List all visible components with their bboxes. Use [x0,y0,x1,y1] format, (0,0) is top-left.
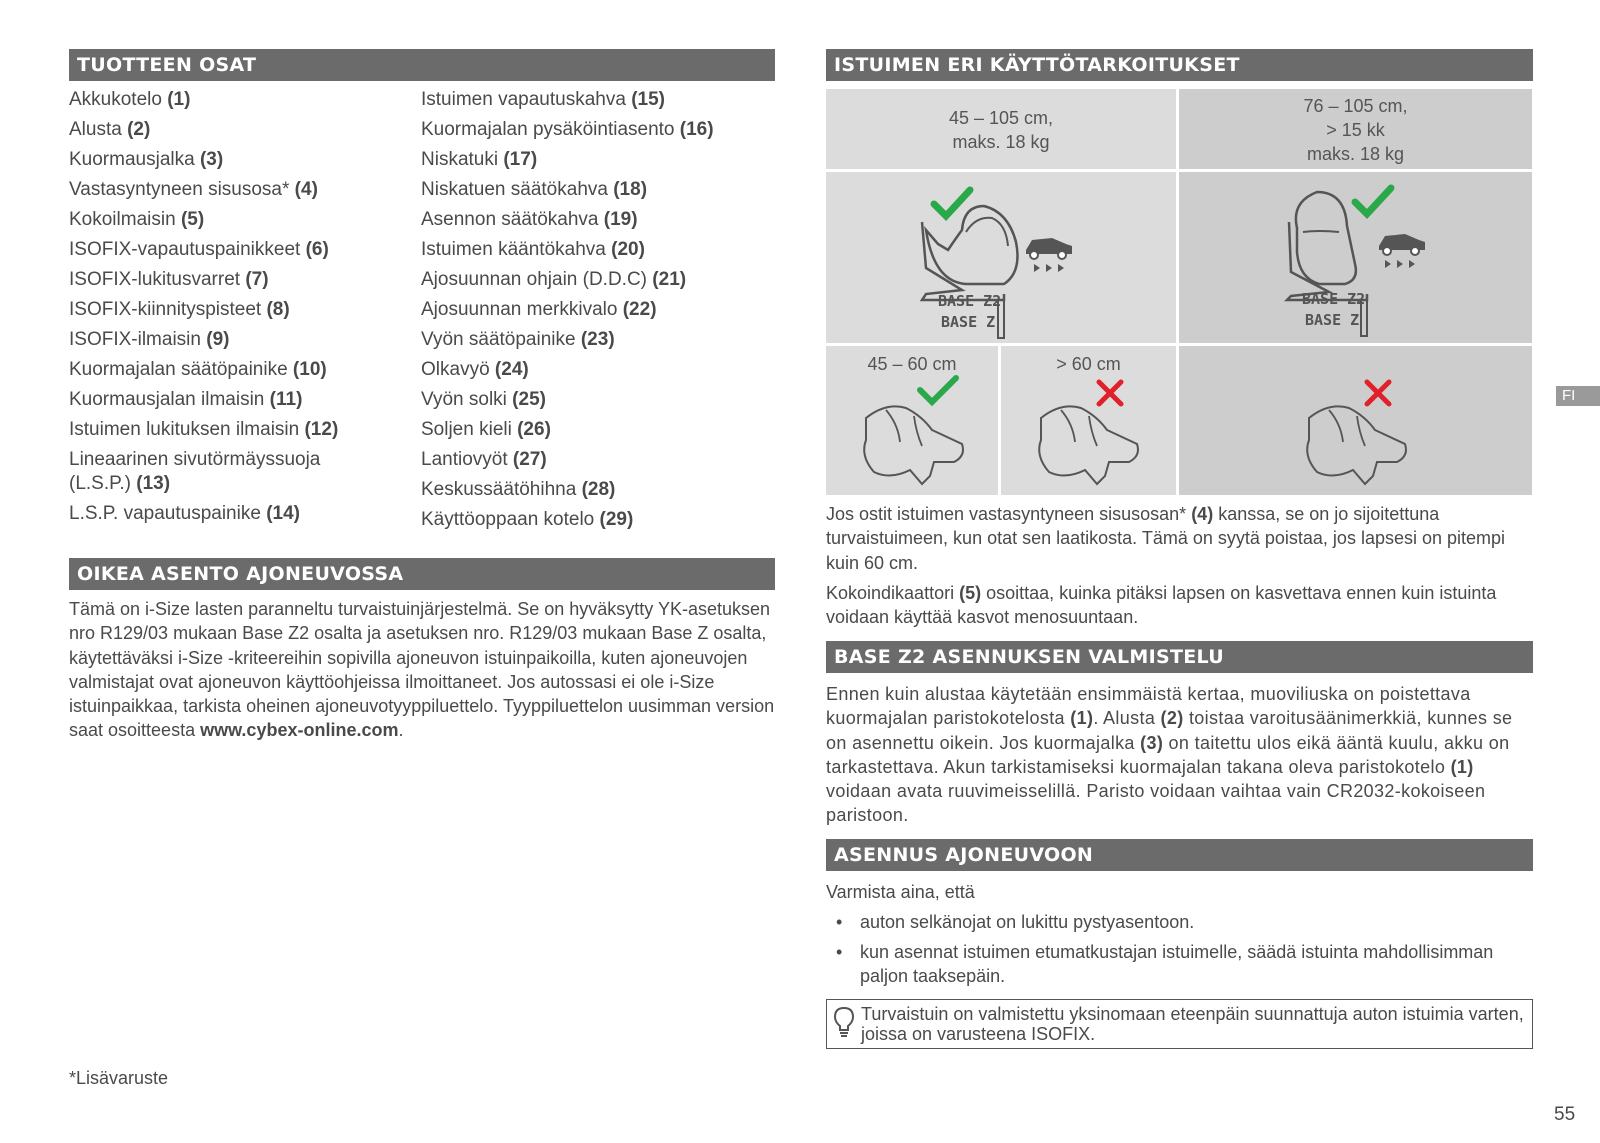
part-item [69,325,414,355]
part-name: Lantiovyöt [421,449,508,470]
part-number: (26) [517,419,551,440]
insert-large-cell [1001,346,1176,495]
insert-paragraph [826,502,1538,575]
part-name: Niskatuki [421,149,499,170]
part-name: Soljen kieli [421,419,512,440]
part-item [69,355,414,385]
part-number: (17) [503,149,538,170]
insert-forward-illustration [1179,346,1532,495]
prep-paragraph [826,682,1538,828]
size-indicator-paragraph [826,581,1538,630]
insert-ref-4: (4) [1191,504,1214,524]
install-bullets [826,910,1536,994]
part-number: (5) [180,209,205,230]
prep-ref-1b: (1) [1450,756,1474,777]
part-number: (8) [266,299,290,320]
base-z2-label: BASE Z2 [938,292,1002,310]
part-item [421,175,781,205]
base-z-label: BASE Z [941,313,996,331]
part-item [421,415,781,445]
install-bullet-1 [826,910,1536,934]
forward-seat-illustration [1179,172,1532,343]
base-z-label: BASE Z [1305,311,1360,329]
base-z2-label: BASE Z2 [1302,290,1366,308]
cross-icon [1367,382,1389,404]
usage-table [826,89,1532,495]
insert-text-2: kanssa, se on jo sijoitettuna turvaistuimeen, kun otat sen laatikosta. Tämä on syytä poistaa, jos lapsesi on pitempi kuin 60 cm. [826,504,1506,573]
language-tab: FI [1556,386,1600,406]
part-number: (24) [494,359,529,380]
part-name: Kuormajalan säätöpainike [69,359,288,380]
part-item [421,505,781,535]
part-item [421,145,781,175]
page-number: 55 [1554,1104,1576,1125]
part-item [421,385,781,415]
part-name: ISOFIX-ilmaisin [69,329,201,350]
check-icon [1355,188,1391,214]
part-name: ISOFIX-kiinnityspisteet [69,299,262,320]
install-title: ASENNUS AJONEUVOON [834,844,1094,866]
part-item [69,175,414,205]
usage-header-forward [1179,89,1532,169]
part-number: (27) [512,449,547,470]
install-bullet-1-text: auton selkänojat on lukittu pystyasentoon. [860,912,1195,932]
part-name: Lineaarinen sivutörmäyssuoja [69,449,321,470]
part-number: (4) [294,179,318,200]
prep-text-d: on taitettu ulos eikä ääntä kuulu, akku on tarkastettava. Akun tarkistamiseksi kuormajalan takana oleva paristokotelo [826,732,1510,777]
part-number: (28) [581,479,616,500]
prep-title: BASE Z2 ASENNUKSEN VALMISTELU [834,646,1224,668]
part-item [421,295,781,325]
rearward-seat-illustration [826,172,1176,343]
bullet-dot: • [836,912,843,932]
part-name: Vastasyntyneen sisusosa* [69,179,290,200]
lightbulb-icon [833,1006,855,1038]
prep-ref-3: (3) [1140,732,1164,753]
seat-shell-icon [926,206,1018,284]
part-name: Alusta [69,119,122,140]
check-icon [920,378,956,402]
prep-text-b: . Alusta [1093,708,1161,729]
part-name: Kokoilmaisin [69,209,176,230]
prep-text-e: voidaan avata ruuvimeisselillä. Paristo voidaan vaihtaa vain CR2032-kokoiseen paristoon. [826,781,1486,826]
part-name: Kuormajalan pysäköintiasento [421,119,675,140]
part-name: Istuimen lukituksen ilmaisin [69,419,300,440]
prep-header [826,641,1533,673]
parts-title: TUOTTEEN OSAT [77,54,257,76]
part-number: (14) [266,503,300,524]
usage-header-rearward [826,89,1176,169]
part-name: Istuimen kääntökahva [421,239,606,260]
prep-text-c: toistaa varoitusäänimerkkiä, kunnes se on asennettu oikein. Jos kuormajalka [826,708,1513,753]
part-item [69,115,414,145]
part-item [69,145,414,175]
cross-icon [1099,382,1121,404]
insert-large-label: > 60 cm [1056,354,1121,374]
part-number: (29) [599,509,634,530]
part-item [69,385,414,415]
forward-age-label: > 15 kk [1326,120,1385,140]
part-number: (11) [269,389,303,410]
position-header [69,558,775,590]
part-name: Ajosuunnan merkkivalo [421,299,618,320]
part-number: (9) [206,329,230,350]
part-name: Asennon säätökahva [421,209,599,230]
part-name: Istuimen vapautuskahva [421,89,626,110]
rearward-seat-cell [826,172,1176,343]
part-item [69,235,414,265]
part-item [421,265,781,295]
part-item [421,85,781,115]
part-item [69,445,414,499]
size-text-1: Kokoindikaattori [826,583,960,603]
insert-small-illustration [826,346,998,495]
size-text-2: osoittaa, kuinka pitäksi lapsen on kasvettava ennen kuin istuinta voidaan käyttää kasvot menosuuntaan. [826,583,1497,628]
part-number: (7) [245,269,269,290]
part-number: (10) [292,359,327,380]
info-note [826,999,1533,1049]
part-item [421,205,781,235]
part-name: Kuormausjalka [69,149,195,170]
part-number: (3) [199,149,224,170]
part-name: ISOFIX-lukitusvarret [69,269,241,290]
part-item [421,235,781,265]
part-item [69,415,414,445]
position-paragraph [69,597,781,743]
parts-list-left [69,85,414,529]
forward-seat-cell [1179,172,1532,343]
part-number: (19) [603,209,638,230]
part-name: Vyön säätöpainike [421,329,576,350]
forward-size-label: 76 – 105 cm, [1303,96,1408,116]
usage-header [826,49,1533,81]
part-name: L.S.P. vapautuspainike [69,503,261,524]
direction-arrows-icon [1385,260,1415,268]
install-intro: Varmista aina, että [826,882,975,902]
prep-ref-1: (1) [1070,708,1094,729]
part-name: Akkukotelo [69,89,162,110]
part-number: (23) [580,329,615,350]
part-item [69,499,414,529]
part-number: (21) [652,269,687,290]
part-item [421,475,781,505]
website-link[interactable]: www.cybex-online.com [200,720,399,741]
part-item [421,325,781,355]
usage-title: ISTUIMEN ERI KÄYTTÖTARKOITUKSET [834,54,1240,76]
parts-list-right [421,85,781,535]
part-number: (2) [127,119,151,140]
part-name: Niskatuen säätökahva [421,179,608,200]
direction-arrows-icon [1034,264,1064,272]
part-number: (12) [304,419,339,440]
install-header [826,839,1533,871]
size-ref-5: (5) [959,583,982,603]
part-number: (6) [305,239,329,260]
part-number: (25) [512,389,546,410]
rearward-weight-label: maks. 18 kg [952,132,1050,152]
part-item [69,205,414,235]
forward-weight-label: maks. 18 kg [1306,144,1405,164]
part-name-cont: (L.S.P.) [69,473,131,494]
part-item [421,445,781,475]
part-item [69,295,414,325]
part-name: Kuormausjalan ilmaisin [69,389,265,410]
footnote: *Lisävaruste [69,1068,169,1088]
part-number: (15) [631,89,665,110]
part-number: (20) [611,239,645,260]
seat-shell-icon [1296,192,1356,284]
part-item [69,265,414,295]
check-icon [934,190,970,216]
part-number: (13) [136,473,171,494]
part-item [69,85,414,115]
rearward-size-label: 45 – 105 cm, [948,108,1054,128]
part-item [421,355,781,385]
part-item [421,115,781,145]
prep-text-a: Ennen kuin alustaa käytetään ensimmäistä kertaa, muoviliuska on poistettava kuormajalan paristokotelosta [826,684,1471,729]
part-name: Ajosuunnan ohjain (D.D.C) [421,269,648,290]
part-number: (1) [167,89,191,110]
position-title: OIKEA ASENTO AJONEUVOSSA [77,563,404,585]
insert-forward-cell [1179,346,1532,495]
part-name: ISOFIX-vapautuspainikkeet [69,239,301,260]
position-text: Tämä on i-Size lasten paranneltu turvaistuinjärjestelmä. Se on hyväksytty YK-asetuksen nro R129/03 mukaan Base Z2 osalta ja asetuksen nro. R129/03 mukaan Base Z osalta, käytettäväksi i-Size -kriteereihin sopivilla ajoneuvon istuinpaikoilla, kuten ajoneuvojen valmistajat ovat ajoneuvon käyttöohjeissa ilmoittaneet. Jos autossasi ei ole i-Size istuinpaikkaa, tarkista oheinen ajoneuvotyyppiluettelo. Tyyppiluettelon uusimman version saat osoitteesta [69,599,775,741]
insert-small-cell [826,346,998,495]
part-number: (16) [679,119,714,140]
part-name: Keskussäätöhihna [421,479,577,500]
parts-header [69,49,775,81]
insert-large-illustration [1001,346,1176,495]
insert-small-label: 45 – 60 cm [867,354,957,374]
insert-text-1: Jos ostit istuimen vastasyntyneen sisusosan* [826,504,1192,524]
part-name: Käyttöoppaan kotelo [421,509,595,530]
part-name: Olkavyö [421,359,490,380]
part-number: (18) [613,179,648,200]
note-text: Turvaistuin on valmistettu yksinomaan eteenpäin suunnattuja auton istuimia varten, joissa on varusteena ISOFIX. [861,1004,1524,1044]
part-number: (22) [622,299,657,320]
bullet-dot: • [836,942,843,962]
install-bullet-2 [826,940,1536,988]
part-name: Vyön solki [421,389,507,410]
prep-ref-2: (2) [1160,708,1184,729]
install-bullet-2-text: kun asennat istuimen etumatkustajan istuimelle, säädä istuinta mahdollisimman paljon taaksepäin. [860,942,1494,986]
position-text-end: . [398,720,404,741]
